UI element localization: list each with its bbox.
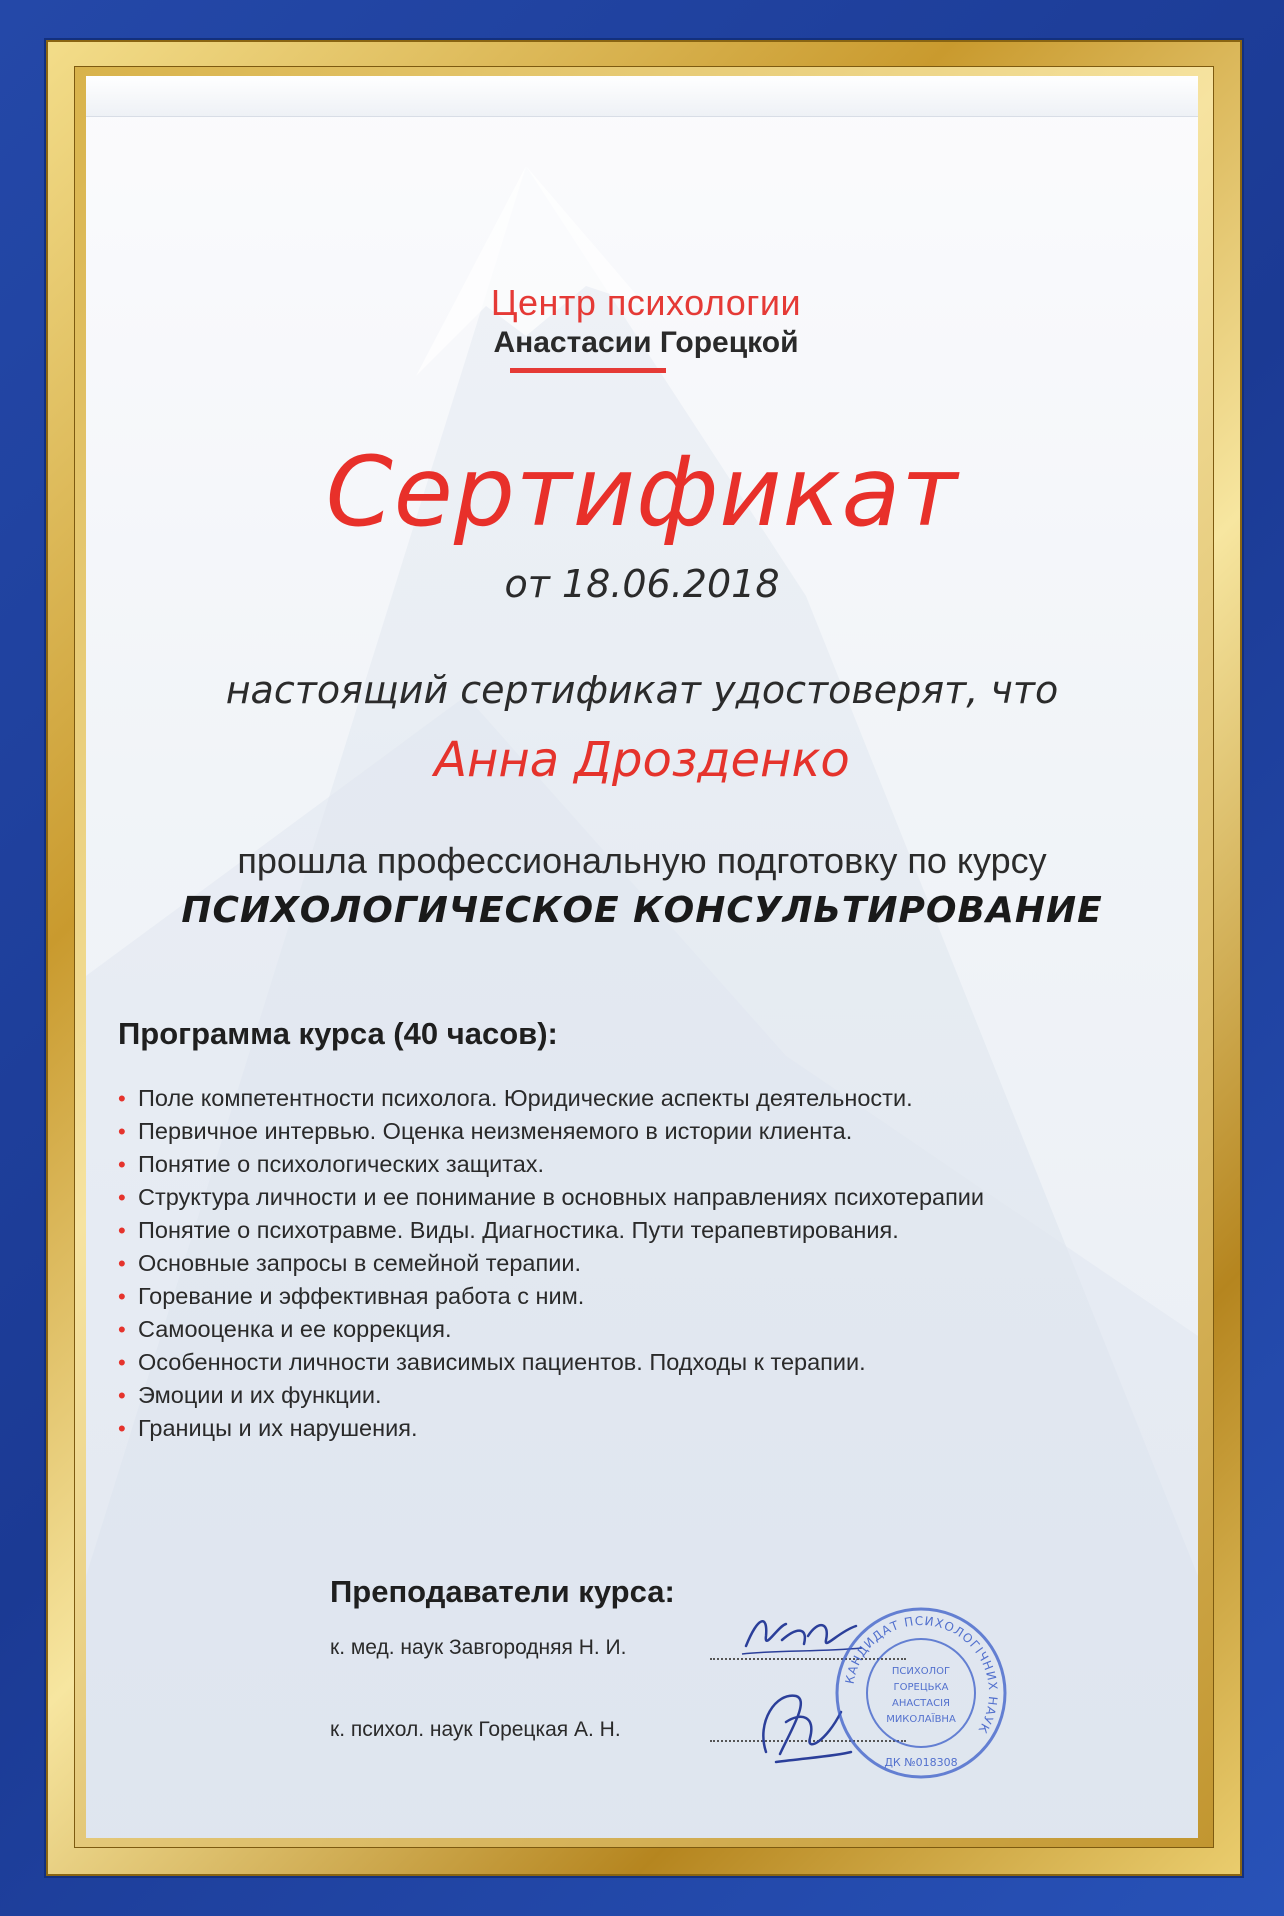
stamp-line: ГОРЕЦЬКА xyxy=(893,1682,949,1693)
program-item-text: Понятие о психологических защитах. xyxy=(138,1151,545,1177)
certificate-title: Сертификат xyxy=(325,436,959,548)
program-item xyxy=(118,1247,1178,1280)
program-item-text: Границы и их нарушения. xyxy=(138,1415,418,1441)
program-item xyxy=(118,1214,1178,1247)
course-name: ПСИХОЛОГИЧЕСКОЕ КОНСУЛЬТИРОВАНИЕ xyxy=(181,890,1103,931)
program-item xyxy=(118,1412,1178,1445)
bullet-icon: • xyxy=(118,1350,126,1375)
program-item-text: Эмоции и их функции. xyxy=(138,1382,382,1408)
certificate-paper xyxy=(86,76,1198,1838)
stamp-ring-text: КАНДИДАТ ПСИХОЛОГІЧНИХ НАУК xyxy=(842,1613,1001,1737)
program-item-text: Структура личности и ее понимание в основных направлениях психотерапии xyxy=(138,1184,985,1210)
logo-underline xyxy=(510,368,666,373)
program-item xyxy=(118,1082,1178,1115)
bullet-icon: • xyxy=(118,1218,126,1243)
organization-name-line2: Анастасии Горецкой xyxy=(493,326,799,359)
teacher-name: к. мед. наук Завгородняя Н. И. xyxy=(330,1636,627,1659)
bullet-icon: • xyxy=(118,1251,126,1276)
program-item xyxy=(118,1346,1178,1379)
recipient-name: Анна Дрозденко xyxy=(434,732,850,788)
program-item-text: Понятие о психотравме. Виды. Диагностика. Пути терапевтирования. xyxy=(138,1217,899,1243)
program-item xyxy=(118,1280,1178,1313)
program-item-text: Самооценка и ее коррекция. xyxy=(138,1316,452,1342)
stamp-number: ДК №018308 xyxy=(884,1756,958,1769)
bullet-icon: • xyxy=(118,1086,126,1111)
completion-statement: прошла профессиональную подготовку по курсу xyxy=(237,840,1047,881)
stamp-seal xyxy=(832,1604,1010,1782)
program-item-text: Основные запросы в семейной терапии. xyxy=(138,1250,582,1276)
program-item xyxy=(118,1313,1178,1346)
bullet-icon: • xyxy=(118,1284,126,1309)
stamp-line: ПСИХОЛОГ xyxy=(891,1666,951,1677)
organization-name-line1: Центр психологии xyxy=(490,282,802,323)
program-item xyxy=(118,1379,1178,1412)
bullet-icon: • xyxy=(118,1152,126,1177)
teacher-name: к. психол. наук Горецкая А. Н. xyxy=(330,1718,621,1741)
program-item xyxy=(118,1148,1178,1181)
bullet-icon: • xyxy=(118,1317,126,1342)
program-item-text: Первичное интервью. Оценка неизменяемого в истории клиента. xyxy=(138,1118,853,1144)
certificate-intro: настоящий сертификат удостоверят, что xyxy=(225,668,1059,712)
bullet-icon: • xyxy=(118,1416,126,1441)
bullet-icon: • xyxy=(118,1119,126,1144)
program-item xyxy=(118,1181,1178,1214)
stamp-line: МИКОЛАЇВНА xyxy=(886,1714,956,1725)
program-item-text: Горевание и эффективная работа с ним. xyxy=(138,1283,585,1309)
bullet-icon: • xyxy=(118,1383,126,1408)
program-item xyxy=(118,1115,1178,1148)
bullet-icon: • xyxy=(118,1185,126,1210)
program-item-text: Особенности личности зависимых пациентов. Подходы к терапии. xyxy=(138,1349,866,1375)
program-list xyxy=(118,1082,1178,1445)
teachers-title: Преподаватели курса: xyxy=(330,1574,675,1609)
program-item-text: Поле компетентности психолога. Юридические аспекты деятельности. xyxy=(138,1085,913,1111)
stamp-line: АНАСТАСІЯ xyxy=(891,1698,951,1709)
certificate-date: от 18.06.2018 xyxy=(504,562,780,606)
program-title: Программа курса (40 часов): xyxy=(118,1016,558,1051)
